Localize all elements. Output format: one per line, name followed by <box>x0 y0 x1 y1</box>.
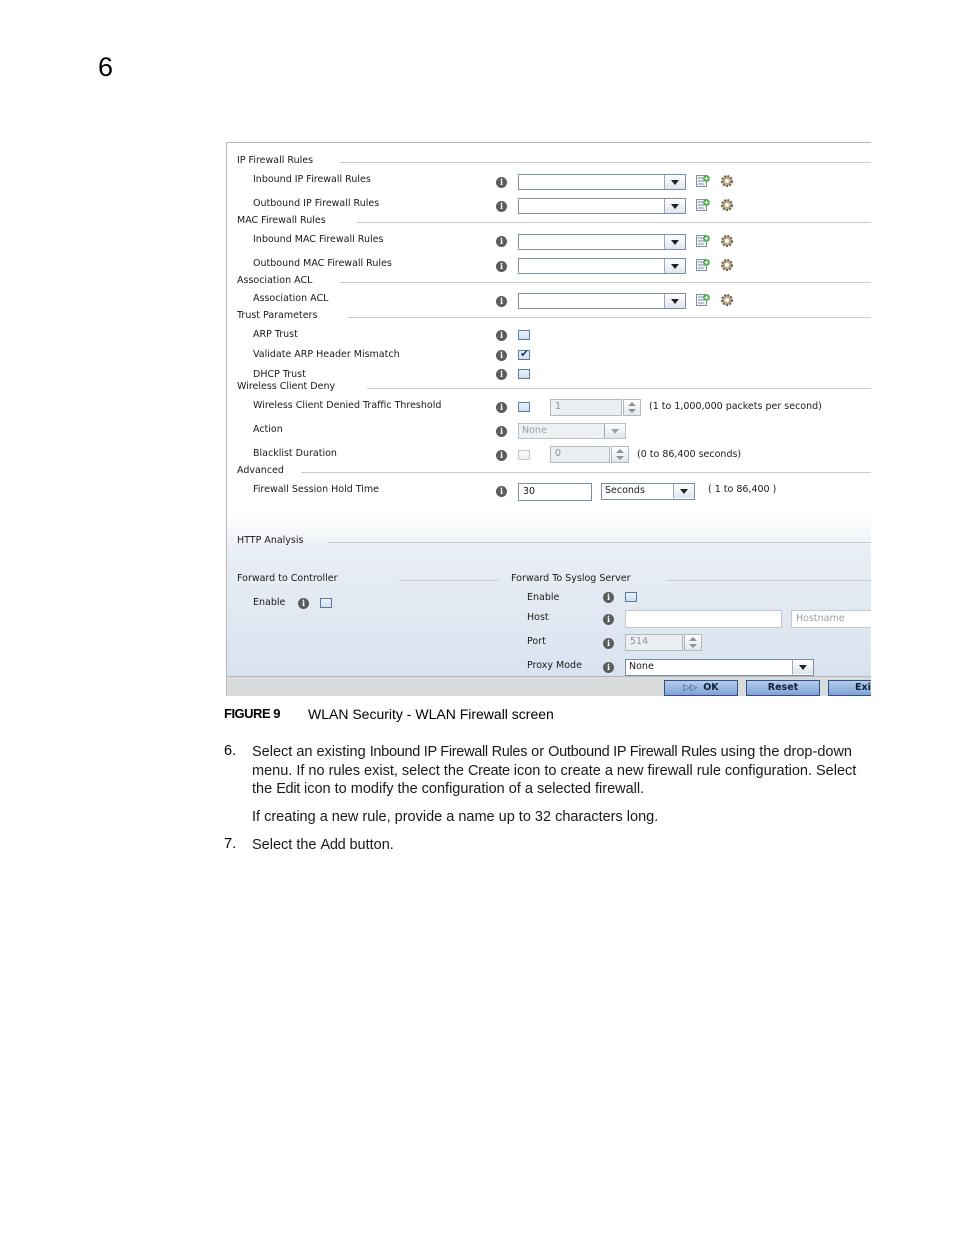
dropdown-arrow-icon[interactable] <box>673 484 694 498</box>
button-bar <box>227 676 871 696</box>
inbound-ip-select[interactable] <box>518 174 686 190</box>
info-icon[interactable]: i <box>496 201 507 212</box>
step-6-note: If creating a new rule, provide a name up to 32 characters long. <box>252 809 659 825</box>
step-6-line-3: the Edit icon to modify the configuration of a selected firewall. <box>252 781 645 797</box>
create-icon[interactable] <box>696 294 710 306</box>
threshold-spinner[interactable] <box>550 399 622 416</box>
blacklist-checkbox[interactable] <box>518 450 530 460</box>
create-icon[interactable] <box>696 199 710 211</box>
edit-icon[interactable] <box>720 198 734 212</box>
ok-label: OK <box>703 682 719 693</box>
outbound-ip-label: Outbound IP Firewall Rules <box>253 198 380 209</box>
section-divider <box>667 580 871 581</box>
deny-threshold-checkbox[interactable] <box>518 402 530 412</box>
arp-trust-checkbox[interactable] <box>518 330 530 340</box>
action-value: None <box>519 424 605 438</box>
figure-caption: WLAN Security - WLAN Firewall screen <box>308 706 554 722</box>
section-http-analysis: HTTP Analysis <box>237 535 304 546</box>
blacklist-spinner[interactable] <box>550 446 610 463</box>
section-advanced: Advanced <box>237 465 284 476</box>
action-select[interactable] <box>518 423 626 439</box>
section-divider <box>357 222 871 223</box>
dropdown-arrow-icon[interactable] <box>792 660 813 674</box>
section-forward-controller: Forward to Controller <box>237 573 338 584</box>
session-hold-label: Firewall Session Hold Time <box>253 484 380 495</box>
validate-arp-checkbox[interactable] <box>518 347 530 360</box>
step-6-text <box>252 743 882 799</box>
step-7-number: 7. <box>224 836 237 852</box>
syslog-enable-checkbox[interactable] <box>625 592 637 602</box>
controller-enable-label: Enable <box>253 597 286 608</box>
step-6-number: 6. <box>224 743 237 759</box>
session-unit-select[interactable] <box>601 483 695 500</box>
info-icon[interactable]: i <box>603 614 614 625</box>
exit-button[interactable]: Exi <box>828 680 871 696</box>
host-label: Host <box>527 612 549 623</box>
blacklist-hint: (0 to 86,400 seconds) <box>637 449 742 460</box>
info-icon[interactable]: i <box>603 638 614 649</box>
syslog-enable-label: Enable <box>527 592 560 603</box>
dropdown-arrow-icon[interactable] <box>664 199 685 213</box>
info-icon[interactable]: i <box>496 330 507 341</box>
proxy-mode-select[interactable] <box>625 659 814 676</box>
edit-icon[interactable] <box>720 293 734 307</box>
deny-threshold-label: Wireless Client Denied Traffic Threshold <box>253 400 442 411</box>
ok-arrow-icon: ▷▷ <box>683 683 698 693</box>
section-divider <box>327 542 871 543</box>
checkmark-icon: ✔ <box>520 347 530 360</box>
threshold-hint: (1 to 1,000,000 packets per second) <box>649 401 822 412</box>
arp-trust-label: ARP Trust <box>253 329 298 340</box>
info-icon[interactable]: i <box>496 350 507 361</box>
dropdown-arrow-icon[interactable] <box>664 294 685 308</box>
chapter-number: 6 <box>98 52 114 82</box>
section-forward-syslog: Forward To Syslog Server <box>511 573 631 584</box>
blacklist-label: Blacklist Duration <box>253 448 337 459</box>
session-hold-input[interactable]: 30 <box>518 483 592 501</box>
info-icon[interactable]: i <box>298 598 309 609</box>
edit-icon[interactable] <box>720 258 734 272</box>
info-icon[interactable]: i <box>496 426 507 437</box>
section-ip-firewall-rules: IP Firewall Rules <box>237 155 314 166</box>
port-value: 514 <box>630 636 649 647</box>
dhcp-trust-checkbox[interactable] <box>518 369 530 379</box>
edit-icon[interactable] <box>720 174 734 188</box>
session-hint: ( 1 to 86,400 ) <box>708 484 777 495</box>
spinner-arrows-icon[interactable] <box>623 399 641 416</box>
section-divider <box>301 472 871 473</box>
proxy-mode-value: None <box>626 660 793 675</box>
section-divider <box>399 580 499 581</box>
create-icon[interactable] <box>696 259 710 271</box>
create-icon[interactable] <box>696 235 710 247</box>
dhcp-trust-label: DHCP Trust <box>253 369 306 380</box>
outbound-ip-select[interactable] <box>518 198 686 214</box>
section-wireless-client-deny: Wireless Client Deny <box>237 381 336 392</box>
controller-enable-checkbox[interactable] <box>320 598 332 608</box>
inbound-mac-label: Inbound MAC Firewall Rules <box>253 234 384 245</box>
info-icon[interactable]: i <box>496 236 507 247</box>
port-label: Port <box>527 636 546 647</box>
figure-label: FIGURE 9 <box>224 706 280 721</box>
step-7-text: Select the Add button. <box>252 837 394 853</box>
blacklist-value: 0 <box>555 448 562 459</box>
section-trust-parameters: Trust Parameters <box>237 310 318 321</box>
port-spinner[interactable] <box>625 634 683 651</box>
info-icon[interactable]: i <box>496 369 507 380</box>
reset-button[interactable]: Reset <box>746 680 820 696</box>
spinner-arrows-icon[interactable] <box>684 634 702 651</box>
wlan-firewall-screenshot <box>226 142 871 696</box>
section-association-acl: Association ACL <box>237 275 313 286</box>
info-icon[interactable]: i <box>603 592 614 603</box>
section-divider <box>339 162 871 163</box>
info-icon[interactable]: i <box>496 450 507 461</box>
section-divider <box>339 282 871 283</box>
outbound-mac-select[interactable] <box>518 258 686 274</box>
proxy-mode-label: Proxy Mode <box>527 660 582 671</box>
ok-button[interactable] <box>664 680 738 696</box>
association-acl-label: Association ACL <box>253 293 329 304</box>
step-6-line-2: menu. If no rules exist, select the Create icon to create a new firewall rule configuration. Select <box>252 762 857 779</box>
section-mac-firewall-rules: MAC Firewall Rules <box>237 215 326 226</box>
action-label: Action <box>253 424 283 435</box>
hostname-select[interactable]: Hostname <box>791 610 871 628</box>
inbound-ip-label: Inbound IP Firewall Rules <box>253 174 371 185</box>
info-icon[interactable]: i <box>496 486 507 497</box>
info-icon[interactable]: i <box>496 261 507 272</box>
threshold-value: 1 <box>555 401 562 412</box>
session-unit-value: Seconds <box>602 484 674 499</box>
dropdown-arrow-icon[interactable] <box>664 235 685 249</box>
create-icon[interactable] <box>696 175 710 187</box>
host-input[interactable] <box>625 610 782 628</box>
info-icon[interactable]: i <box>496 177 507 188</box>
edit-icon[interactable] <box>720 234 734 248</box>
dropdown-arrow-icon[interactable] <box>604 424 625 438</box>
section-divider <box>347 317 871 318</box>
section-divider <box>367 388 871 389</box>
spinner-arrows-icon[interactable] <box>611 446 629 463</box>
association-acl-select[interactable] <box>518 293 686 309</box>
outbound-mac-label: Outbound MAC Firewall Rules <box>253 258 392 269</box>
dropdown-arrow-icon[interactable] <box>664 175 685 189</box>
dropdown-arrow-icon[interactable] <box>664 259 685 273</box>
step-6-line-1: Select an existing Inbound IP Firewall Rules or Outbound IP Firewall Rules using the drop-down <box>252 744 852 760</box>
validate-arp-label: Validate ARP Header Mismatch <box>253 349 400 360</box>
info-icon[interactable]: i <box>496 402 507 413</box>
info-icon[interactable]: i <box>496 296 507 307</box>
inbound-mac-select[interactable] <box>518 234 686 250</box>
info-icon[interactable]: i <box>603 662 614 673</box>
